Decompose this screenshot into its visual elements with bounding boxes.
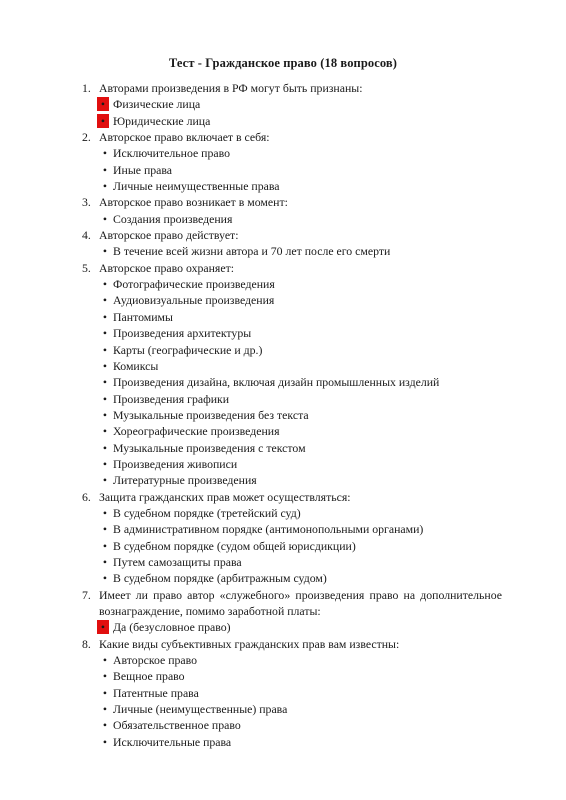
answer-text: Литературные произведения xyxy=(113,473,257,488)
bullet-icon: • xyxy=(102,685,108,700)
answer-text: Создания произведения xyxy=(113,211,233,226)
question-number: 4. xyxy=(82,228,91,243)
answer-item xyxy=(82,717,502,733)
answer-item xyxy=(82,685,502,701)
answer-item xyxy=(82,374,502,390)
bullet-icon: • xyxy=(102,358,108,373)
bullet-icon: • xyxy=(102,407,108,422)
answer-item xyxy=(82,701,502,717)
answer-list xyxy=(82,145,502,194)
question-item xyxy=(82,194,502,210)
answer-item xyxy=(82,325,502,341)
bullet-icon: • xyxy=(102,734,108,749)
answer-list xyxy=(82,652,502,750)
highlighted-bullet-icon: • xyxy=(97,620,109,634)
question-text: Авторское право действует: xyxy=(99,228,239,243)
question-number: 8. xyxy=(82,636,91,651)
answer-text: Иные права xyxy=(113,162,173,177)
bullet-icon: • xyxy=(102,342,108,357)
answer-item xyxy=(82,243,502,259)
question-number: 7. xyxy=(82,587,91,602)
answer-text: Фотографические произведения xyxy=(113,277,275,292)
answer-text: В судебном порядке (судом общей юрисдикции) xyxy=(113,538,356,553)
answer-item xyxy=(82,178,502,194)
question-number: 6. xyxy=(82,489,91,504)
answer-item xyxy=(82,472,502,488)
answer-item xyxy=(82,309,502,325)
question-item xyxy=(82,636,502,652)
answer-list xyxy=(82,96,502,129)
answer-item xyxy=(82,96,502,112)
answer-text: Музыкальные произведения без текста xyxy=(113,407,309,422)
answer-item xyxy=(82,652,502,668)
bullet-icon: • xyxy=(102,244,108,259)
answer-text: Произведения графики xyxy=(113,391,230,406)
answer-list xyxy=(82,276,502,488)
answer-item xyxy=(82,211,502,227)
highlighted-bullet-icon: • xyxy=(97,114,109,128)
bullet-icon: • xyxy=(102,505,108,520)
question-number: 5. xyxy=(82,260,91,275)
question-number: 2. xyxy=(82,130,91,145)
answer-text: Личные (неимущественные) права xyxy=(113,702,288,717)
answer-text: В административном порядке (антимонопольными органами) xyxy=(113,522,424,537)
answer-item xyxy=(82,145,502,161)
question-text: Авторское право возникает в момент: xyxy=(99,195,288,210)
bullet-icon: • xyxy=(102,309,108,324)
answer-text: Да (безусловное право) xyxy=(113,620,231,635)
answer-list xyxy=(82,243,502,259)
answer-text: В судебном порядке (арбитражным судом) xyxy=(113,571,327,586)
answer-item xyxy=(82,342,502,358)
bullet-icon: • xyxy=(102,326,108,341)
question-list xyxy=(82,80,502,750)
question-text: Авторское право включает в себя: xyxy=(99,130,270,145)
question-item xyxy=(82,227,502,243)
bullet-icon: • xyxy=(102,718,108,733)
bullet-icon: • xyxy=(102,653,108,668)
answer-item xyxy=(82,505,502,521)
question-text: Авторское право охраняет: xyxy=(99,260,235,275)
answer-item xyxy=(82,538,502,554)
question-number: 1. xyxy=(82,81,91,95)
answer-text: Исключительные права xyxy=(113,734,232,749)
question-item xyxy=(82,80,502,96)
bullet-icon: • xyxy=(102,554,108,569)
highlighted-bullet-icon: • xyxy=(97,97,109,111)
answer-text: Вещное право xyxy=(113,669,185,684)
answer-item xyxy=(82,440,502,456)
bullet-icon: • xyxy=(102,669,108,684)
answer-text: Произведения архитектуры xyxy=(113,326,252,341)
answer-item xyxy=(82,619,502,635)
question-item xyxy=(82,489,502,505)
answer-text: Обязательственное право xyxy=(113,718,241,733)
answer-text: Авторское право xyxy=(113,653,198,668)
question-text: Авторами произведения в РФ могут быть признаны: xyxy=(99,81,363,95)
answer-item xyxy=(82,407,502,423)
answer-item xyxy=(82,162,502,178)
answer-text: Произведения дизайна, включая дизайн промышленных изделий xyxy=(113,375,440,390)
answer-item xyxy=(82,734,502,750)
bullet-icon: • xyxy=(102,424,108,439)
answer-text: Физические лица xyxy=(113,97,201,112)
answer-text: Патентные права xyxy=(113,685,199,700)
question-item xyxy=(82,260,502,276)
bullet-icon: • xyxy=(102,391,108,406)
bullet-icon: • xyxy=(102,702,108,717)
bullet-icon: • xyxy=(102,162,108,177)
answer-list xyxy=(82,211,502,227)
answer-list xyxy=(82,505,502,587)
answer-item xyxy=(82,113,502,129)
bullet-icon: • xyxy=(102,293,108,308)
answer-item xyxy=(82,456,502,472)
answer-text: Произведения живописи xyxy=(113,456,238,471)
answer-text: Исключительное право xyxy=(113,146,231,161)
answer-text: Личные неимущественные права xyxy=(113,179,280,194)
bullet-icon: • xyxy=(102,375,108,390)
question-text: Имеет ли право автор «служебного» произведения право на дополнительное вознаграждение, помимо заработной платы: xyxy=(99,587,502,618)
answer-item xyxy=(82,423,502,439)
answer-text: Хореографические произведения xyxy=(113,424,280,439)
answer-text: Путем самозащиты права xyxy=(113,554,242,569)
bullet-icon: • xyxy=(102,456,108,471)
answer-text: Музыкальные произведения с текстом xyxy=(113,440,306,455)
bullet-icon: • xyxy=(102,538,108,553)
answer-item xyxy=(82,358,502,374)
question-text: Защита гражданских прав может осуществляться: xyxy=(99,489,351,504)
page-title: Тест - Гражданское право (18 вопросов) xyxy=(168,56,398,70)
bullet-icon: • xyxy=(102,179,108,194)
answer-text: Юридические лица xyxy=(113,113,211,128)
bullet-icon: • xyxy=(102,440,108,455)
answer-text: Карты (географические и др.) xyxy=(113,342,263,357)
answer-list xyxy=(82,619,502,635)
answer-text: Аудиовизуальные произведения xyxy=(113,293,275,308)
answer-item xyxy=(82,292,502,308)
answer-item xyxy=(82,668,502,684)
question-number: 3. xyxy=(82,195,91,210)
question-text: Какие виды субъективных гражданских прав вам известны: xyxy=(99,636,400,651)
answer-text: Комиксы xyxy=(113,358,159,373)
answer-text: В судебном порядке (третейский суд) xyxy=(113,505,301,520)
answer-item xyxy=(82,276,502,292)
bullet-icon: • xyxy=(102,571,108,586)
answer-item xyxy=(82,570,502,586)
answer-text: Пантомимы xyxy=(113,309,173,324)
answer-item xyxy=(82,554,502,570)
answer-text: В течение всей жизни автора и 70 лет после его смерти xyxy=(113,244,391,259)
bullet-icon: • xyxy=(102,473,108,488)
bullet-icon: • xyxy=(102,277,108,292)
question-item xyxy=(82,129,502,145)
question-item xyxy=(82,587,502,620)
bullet-icon: • xyxy=(102,522,108,537)
bullet-icon: • xyxy=(102,146,108,161)
answer-item xyxy=(82,521,502,537)
bullet-icon: • xyxy=(102,211,108,226)
answer-item xyxy=(82,391,502,407)
